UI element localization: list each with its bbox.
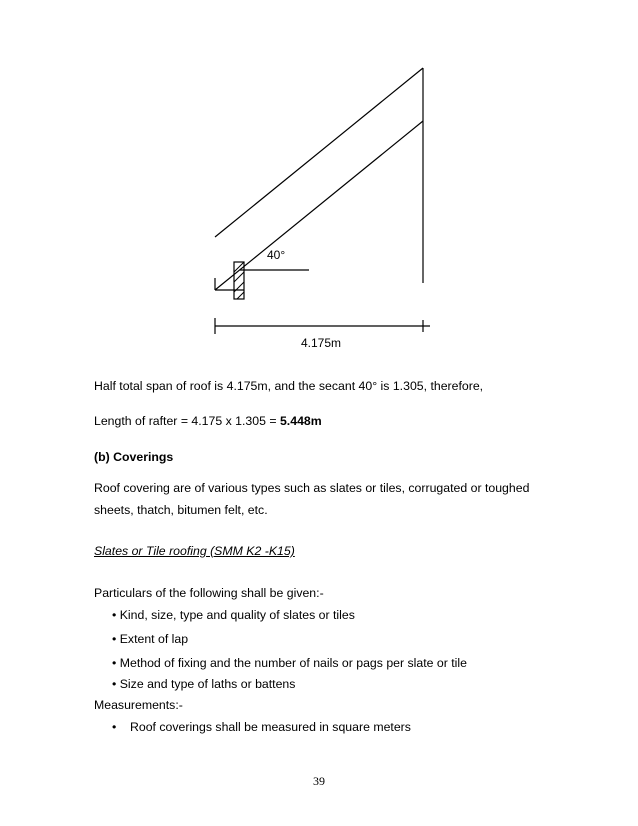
measurements-item: • Roof coverings shall be measured in square meters: [112, 720, 411, 734]
particulars-item: • Kind, size, type and quality of slates or tiles: [112, 608, 355, 622]
span-dimension-label: 4.175m: [301, 336, 342, 350]
page-number: 39: [313, 774, 325, 788]
particulars-intro: Particulars of the following shall be given:-: [94, 586, 324, 600]
rafter-length-result: 5.448m: [279, 414, 322, 428]
rafter-length-formula: Length of rafter = 4.175 x 1.305 =: [94, 414, 280, 428]
particulars-item: • Method of fixing and the number of nails or pags per slate or tile: [112, 656, 467, 670]
particulars-item: • Extent of lap: [112, 632, 189, 646]
outer-rafter-line: [215, 68, 423, 237]
rafter-length-line: [94, 413, 322, 429]
span-secant-text: Half total span of roof is 4.175m, and the secant 40° is 1.305, therefore,: [94, 379, 484, 393]
coverings-paragraph-line2: sheets, thatch, bitumen felt, etc.: [94, 503, 268, 517]
section-heading-coverings: (b) Coverings: [94, 450, 174, 464]
inner-rafter-line: [215, 121, 423, 290]
measurements-intro: Measurements:-: [94, 698, 183, 712]
particulars-item: • Size and type of laths or battens: [112, 677, 296, 691]
rafter-diagram-svg: [0, 0, 638, 360]
subheading-slates-tiles: Slates or Tile roofing (SMM K2 -K15): [94, 544, 295, 558]
coverings-paragraph-line1: Roof covering are of various types such as slates or tiles, corrugated or toughed: [94, 481, 530, 495]
rafter-diagram: [0, 0, 638, 360]
angle-label: 40°: [267, 248, 286, 262]
